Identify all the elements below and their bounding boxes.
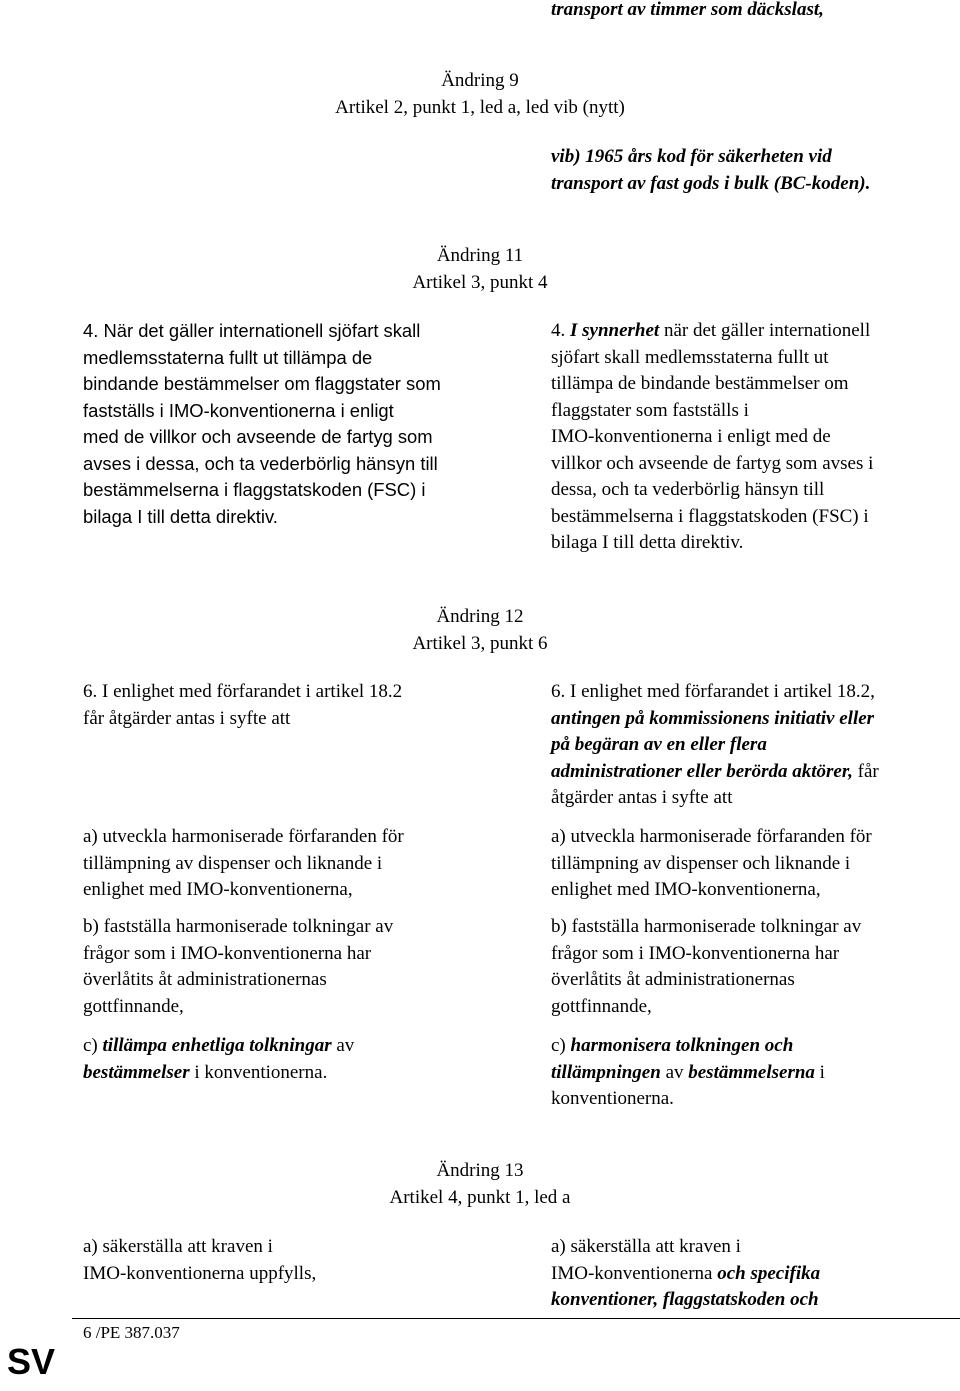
text-line: frågor som i IMO-konventionerna har	[83, 942, 372, 964]
emphasized-line: antingen på kommissionens initiativ eller	[551, 707, 875, 729]
emphasized-text: bestämmelser	[83, 1061, 190, 1083]
amendment-11-left	[83, 318, 503, 530]
page-reference: 6 /PE 387.037	[83, 1323, 180, 1342]
amendment-reference: Artikel 3, punkt 6	[412, 632, 548, 654]
text-line: får åtgärder antas i syfte att	[83, 707, 291, 729]
amendment-13-right	[551, 1234, 956, 1314]
text-line: a) säkerställa att kraven i	[83, 1236, 273, 1257]
amendment-reference: Artikel 4, punkt 1, led a	[389, 1186, 571, 1208]
text-line: bestämmelserna i flaggstatskoden (FSC) i	[83, 479, 426, 500]
text-line: dessa, och ta vederbörlig hänsyn till	[551, 479, 825, 500]
text-line: överlåtits åt administrationernas	[551, 969, 795, 990]
continued-text	[551, 0, 956, 24]
language-code: SV	[6, 1341, 56, 1382]
amendment-13-left	[83, 1234, 503, 1287]
plain-text: får	[852, 760, 879, 782]
plain-text: av	[660, 1061, 689, 1083]
text-line: gottfinnande,	[83, 995, 184, 1017]
text-line: sjöfart skall medlemsstaterna fullt ut	[551, 346, 829, 368]
emphasized-text: bestämmelserna	[688, 1061, 815, 1083]
amendment-12-heading	[0, 604, 960, 657]
plain-text: IMO-konventionerna	[551, 1262, 718, 1284]
paragraph-number: 4.	[551, 320, 570, 341]
text-line: flaggstater som fastställs i	[551, 399, 749, 421]
amendment-13-heading	[0, 1158, 960, 1211]
text-line	[551, 759, 956, 786]
emphasized-text: och specifika	[717, 1262, 821, 1284]
text-line	[551, 1033, 956, 1060]
plain-text: i	[814, 1061, 825, 1083]
amendment-title: Ändring 9	[441, 70, 519, 91]
text-line: tillämpa de bindande bestämmelser om	[551, 373, 849, 394]
amendment-11-right	[551, 318, 956, 557]
amendment-12-right-item-b	[551, 914, 956, 1020]
emphasized-text: administrationer eller berörda aktörer,	[551, 760, 853, 782]
amendment-12-left-item-a	[83, 824, 503, 904]
amendment-12-right-intro	[551, 679, 956, 812]
text-line	[551, 1261, 956, 1288]
text-line: b) fastställa harmoniserade tolkningar av	[551, 916, 862, 937]
text-line: tillämpning av dispenser och liknande i	[551, 852, 851, 874]
continued-line: transport av timmer som däckslast,	[551, 0, 824, 20]
text-line	[83, 1033, 503, 1060]
amendment-9-heading	[0, 68, 960, 121]
text-line: bilaga I till detta direktiv.	[83, 505, 278, 527]
text-line: 6. I enlighet med förfarandet i artikel 18.2	[83, 681, 403, 702]
text-line	[551, 318, 956, 345]
text-line: transport av fast gods i bulk (BC-koden).	[551, 172, 871, 194]
amendment-12-right-item-a	[551, 824, 956, 904]
text-line: villkor och avseende de fartyg som avses i	[551, 452, 874, 474]
text-line: 4. När det gäller internationell sjöfart skall	[83, 320, 421, 341]
emphasized-line: konventioner, flaggstatskoden och	[551, 1289, 819, 1310]
plain-text: c)	[551, 1035, 571, 1056]
footer-divider	[72, 1318, 960, 1319]
text-line: bestämmelserna i flaggstatskoden (FSC) i	[551, 505, 869, 527]
text-line: frågor som i IMO-konventionerna har	[551, 942, 840, 964]
amendment-title: Ändring 11	[436, 245, 524, 266]
text-line: konventionerna.	[551, 1088, 674, 1109]
amendment-12-left-item-c	[83, 1033, 503, 1086]
emphasized-text: tillämpningen	[551, 1061, 661, 1083]
plain-text: av	[331, 1035, 355, 1056]
text-line	[551, 1060, 956, 1087]
text-line: åtgärder antas i syfte att	[551, 787, 733, 808]
amendment-12-left-intro	[83, 679, 503, 732]
amendment-11-heading	[0, 243, 960, 296]
text-line: bilaga I till detta direktiv.	[551, 532, 744, 553]
text-line: tillämpning av dispenser och liknande i	[83, 852, 383, 874]
text-line: a) utveckla harmoniserade förfaranden för	[83, 826, 404, 847]
text-line: a) säkerställa att kraven i	[551, 1236, 741, 1257]
amendment-12-right-item-c	[551, 1033, 956, 1113]
amendment-reference: Artikel 3, punkt 4	[412, 271, 548, 293]
amendment-12-left-item-b	[83, 914, 503, 1020]
text-line: IMO-konventionerna uppfylls,	[83, 1262, 317, 1284]
plain-text: när det gäller internationell	[659, 320, 871, 341]
text-line: gottfinnande,	[551, 995, 652, 1017]
amendment-title: Ändring 13	[436, 1160, 524, 1181]
plain-text: i konventionerna.	[189, 1061, 328, 1083]
text-line: IMO-konventionerna i enligt med de	[551, 426, 831, 447]
amendment-9-right	[551, 144, 956, 197]
text-line: överlåtits åt administrationernas	[83, 969, 327, 990]
text-line	[83, 1060, 503, 1087]
text-line: b) fastställa harmoniserade tolkningar av	[83, 916, 394, 937]
text-line: med de villkor och avseende de fartyg som	[83, 426, 433, 447]
emphasized-line: på begäran av en eller flera	[551, 734, 767, 755]
text-line: enlighet med IMO-konventionerna,	[551, 879, 821, 900]
text-line: vib) 1965 års kod för säkerheten vid	[551, 146, 832, 167]
text-line: 6. I enlighet med förfarandet i artikel 18.2,	[551, 681, 875, 702]
emphasized-text: I synnerhet	[570, 320, 660, 341]
emphasized-text: tillämpa enhetliga tolkningar	[102, 1035, 332, 1056]
text-line: fastställs i IMO-konventionerna i enligt	[83, 399, 394, 421]
plain-text: c)	[83, 1035, 103, 1056]
text-line: enlighet med IMO-konventionerna,	[83, 879, 353, 900]
text-line: medlemsstaterna fullt ut tillämpa de	[83, 346, 373, 368]
emphasized-text: harmonisera tolkningen och	[570, 1035, 794, 1056]
text-line: avses i dessa, och ta vederbörlig hänsyn till	[83, 452, 438, 474]
text-line: a) utveckla harmoniserade förfaranden för	[551, 826, 872, 847]
text-line: bindande bestämmelser om flaggstater som	[83, 373, 441, 394]
amendment-title: Ändring 12	[436, 606, 524, 627]
amendment-reference: Artikel 2, punkt 1, led a, led vib (nytt)	[335, 96, 625, 118]
